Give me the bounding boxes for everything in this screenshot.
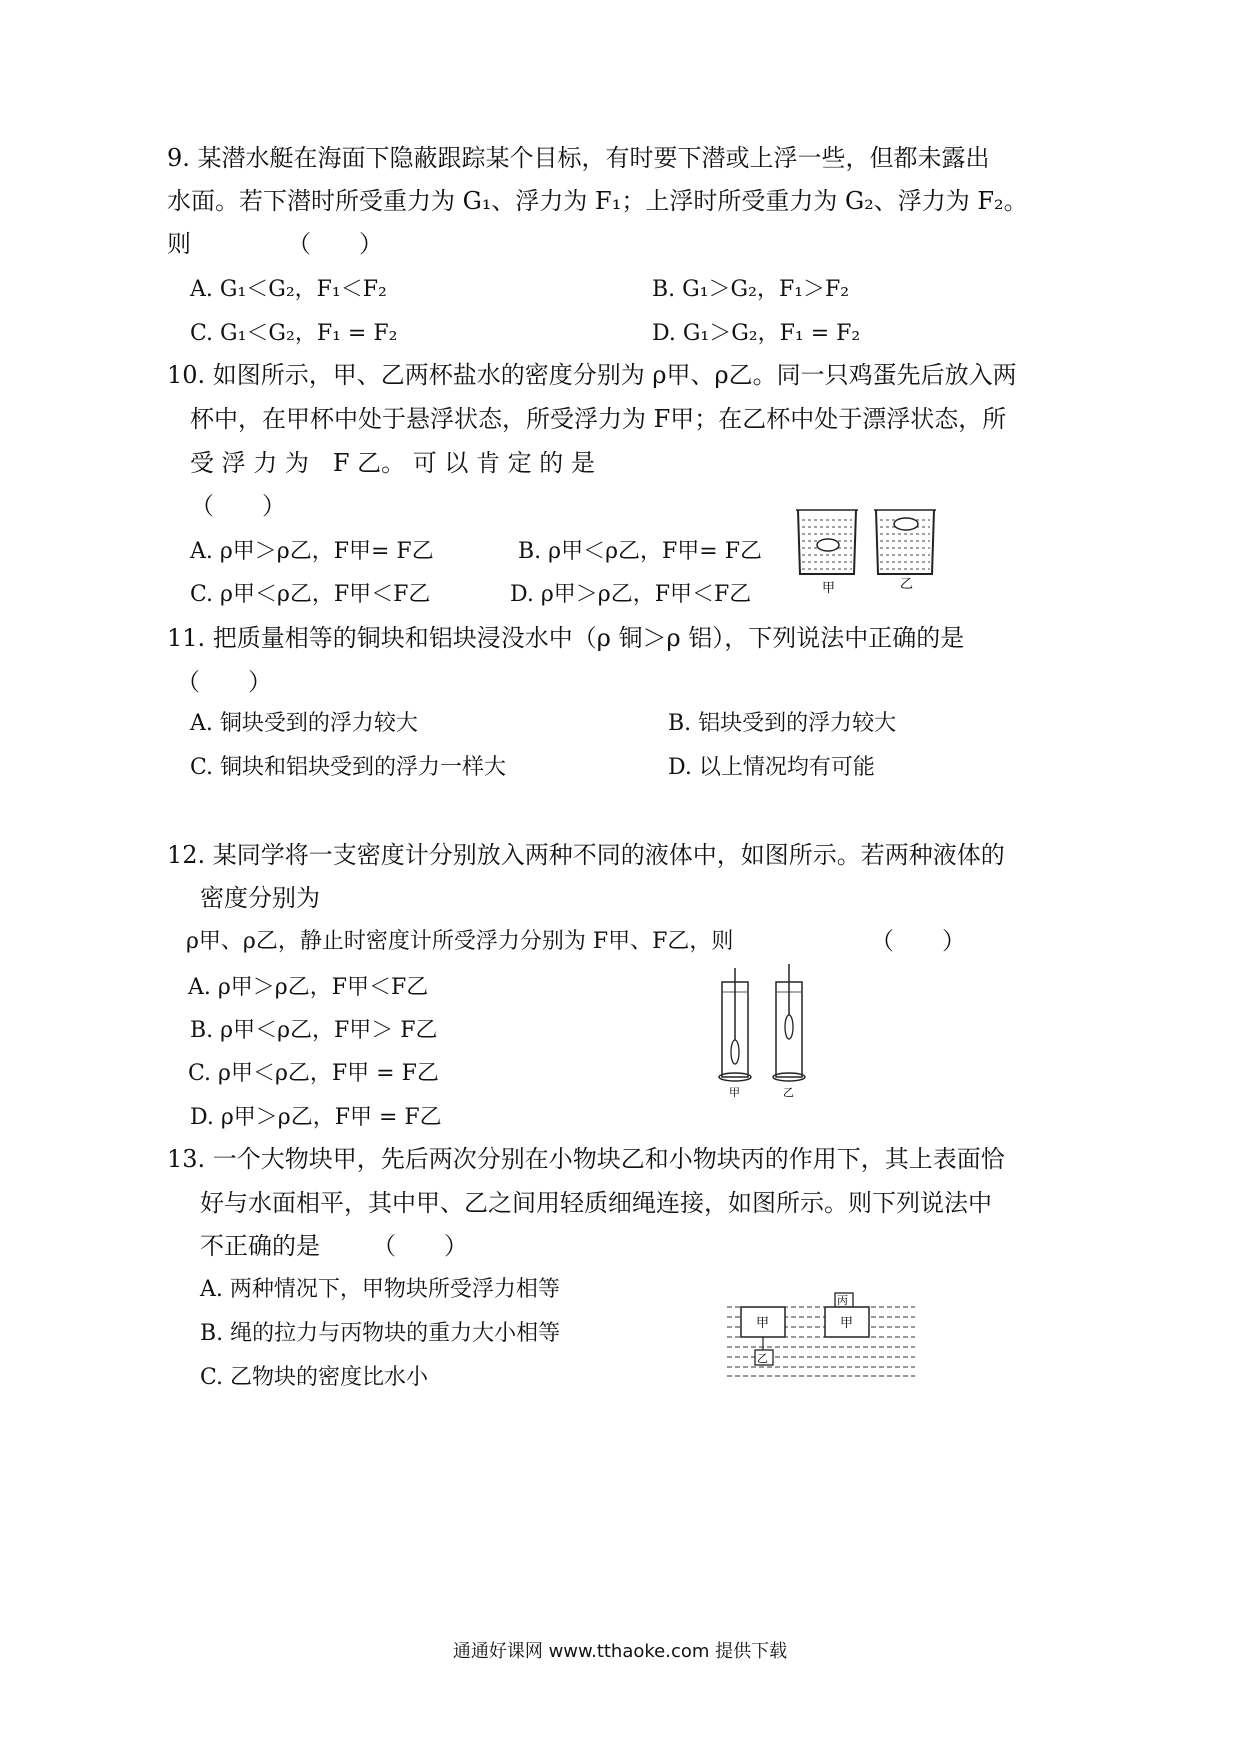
q10-option-a: A. ρ甲＞ρ乙，F甲= F乙 xyxy=(190,539,434,564)
q12-line-2: 密度分别为 xyxy=(200,884,320,912)
beaker-yi xyxy=(874,510,936,592)
q9-line-2: 水面。若下潜时所受重力为 G₁、浮力为 F₁；上浮时所受重力为 G₂、浮力为 F₂。 xyxy=(167,187,1028,215)
svg-text:甲: 甲 xyxy=(756,1316,770,1331)
q12-line-1: 12. 某同学将一支密度计分别放入两种不同的液体中，如图所示。若两种液体的 xyxy=(167,841,1005,869)
q9-line-3: 则 xyxy=(167,230,191,258)
q12-option-a: A. ρ甲＞ρ乙，F甲＜F乙 xyxy=(188,975,429,1000)
q10-beakers-figure xyxy=(788,500,948,600)
q9-option-d: D. G₁＞G₂，F₁ = F₂ xyxy=(652,321,861,346)
q12-option-d: D. ρ甲＞ρ乙，F甲 = F乙 xyxy=(190,1105,442,1130)
page-footer: 通通好课网 www.tthaoke.com 提供下载 xyxy=(452,1641,788,1662)
q9-option-b: B. G₁＞G₂，F₁＞F₂ xyxy=(652,277,850,302)
q11-option-b: B. 铝块受到的浮力较大 xyxy=(668,711,897,736)
q13-option-b: B. 绳的拉力与丙物块的重力大小相等 xyxy=(200,1321,561,1346)
q9-answer-paren: （ ） xyxy=(287,230,383,258)
q11-line-1: 11. 把质量相等的铜块和铝块浸没水中（ρ 铜＞ρ 铝），下列说法中正确的是 xyxy=(167,624,965,652)
q10-line-3: 受 浮 力 为 F 乙。 可 以 肯 定 的 是 xyxy=(190,449,595,477)
q11-option-c: C. 铜块和铝块受到的浮力一样大 xyxy=(190,755,507,780)
q13-blocks-figure xyxy=(725,1290,920,1380)
q10-line-1: 10. 如图所示，甲、乙两杯盐水的密度分别为 ρ甲、ρ乙。同一只鸡蛋先后放入两 xyxy=(167,361,1017,389)
q11-option-a: A. 铜块受到的浮力较大 xyxy=(190,711,418,736)
q10-option-d: D. ρ甲＞ρ乙，F甲＜F乙 xyxy=(510,582,752,607)
q11-option-d: D. 以上情况均有可能 xyxy=(668,755,875,780)
q10-option-b: B. ρ甲＜ρ乙，F甲= F乙 xyxy=(518,539,762,564)
q10-line-2: 杯中，在甲杯中处于悬浮状态，所受浮力为 F甲；在乙杯中处于漂浮状态，所 xyxy=(190,405,1007,433)
cylinder-yi-label: 乙 xyxy=(783,1086,794,1099)
beaker-yi-label: 乙 xyxy=(900,577,914,592)
q12-hydrometer-figure xyxy=(712,962,822,1102)
q9-line-1: 9. 某潜水艇在海面下隐蔽跟踪某个目标，有时要下潜或上浮一些，但都未露出 xyxy=(167,144,990,172)
q9-option-c: C. G₁＜G₂，F₁ = F₂ xyxy=(190,321,398,346)
q12-option-b: B. ρ甲＜ρ乙，F甲＞ F乙 xyxy=(190,1018,438,1043)
svg-text:甲: 甲 xyxy=(840,1316,854,1331)
beaker-jia-label: 甲 xyxy=(822,581,836,596)
cylinder-yi xyxy=(773,964,805,1099)
q12-answer-paren: （ ） xyxy=(870,927,966,955)
block-jia-left xyxy=(741,1307,785,1337)
q10-answer-paren: （ ） xyxy=(190,492,286,520)
q12-line-3: ρ甲、ρ乙，静止时密度计所受浮力分别为 F甲、F乙，则 xyxy=(186,929,734,954)
egg-yi xyxy=(894,518,918,530)
cylinder-jia-label: 甲 xyxy=(729,1086,740,1099)
q11-answer-paren: （ ） xyxy=(176,668,272,696)
block-yi xyxy=(755,1350,773,1365)
block-bing xyxy=(835,1293,853,1307)
svg-text:丙: 丙 xyxy=(837,1294,848,1307)
q13-line-1: 13. 一个大物块甲，先后两次分别在小物块乙和小物块丙的作用下，其上表面恰 xyxy=(167,1145,1005,1173)
cylinder-jia xyxy=(719,968,751,1099)
q10-option-c: C. ρ甲＜ρ乙，F甲＜F乙 xyxy=(190,582,431,607)
q13-line-3: 不正确的是 xyxy=(200,1232,320,1260)
q9-option-a: A. G₁＜G₂，F₁＜F₂ xyxy=(190,277,387,302)
svg-text:乙: 乙 xyxy=(757,1352,768,1365)
q13-answer-paren: （ ） xyxy=(372,1232,468,1260)
q13-option-c: C. 乙物块的密度比水小 xyxy=(200,1365,429,1390)
egg-jia xyxy=(817,539,839,551)
q12-option-c: C. ρ甲＜ρ乙，F甲 = F乙 xyxy=(188,1061,439,1086)
q13-line-2: 好与水面相平，其中甲、乙之间用轻质细绳连接，如图所示。则下列说法中 xyxy=(200,1189,992,1217)
q13-option-a: A. 两种情况下，甲物块所受浮力相等 xyxy=(200,1277,560,1302)
beaker-jia xyxy=(796,510,858,596)
block-jia-right xyxy=(825,1307,869,1337)
